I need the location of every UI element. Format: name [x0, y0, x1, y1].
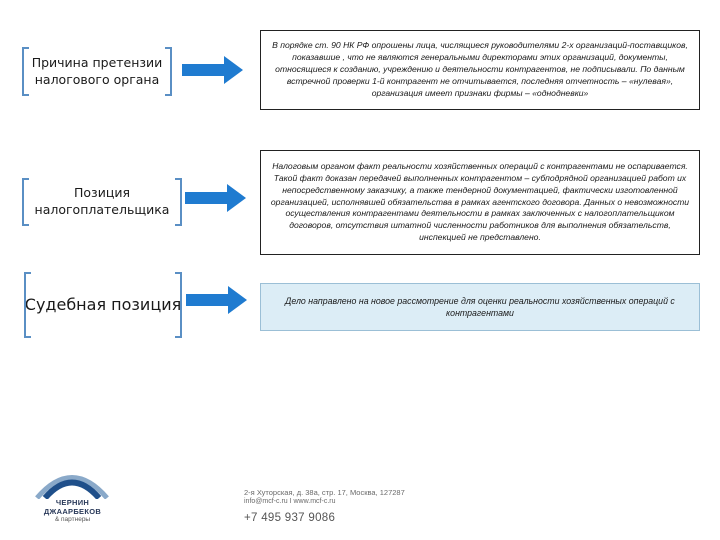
text-box-taxpayer	[260, 150, 700, 255]
label-taxpayer-position	[22, 178, 182, 226]
footer-address: 2-я Хуторская, д. 38а, стр. 17, Москва, 127287	[244, 488, 405, 497]
logo-arch-icon	[33, 465, 111, 499]
company-logo	[30, 465, 115, 525]
text-box-content: Дело направлено на новое рассмотрение для оценки реальности хозяйственных операций с контрагентами	[285, 295, 675, 318]
logo-text-1: ЧЕРНИН	[55, 498, 90, 507]
bracket-right	[175, 178, 182, 226]
label-text: Причина претензии налогового органа	[31, 54, 163, 87]
logo-text-3: & партнеры	[54, 516, 91, 523]
arrow-right-icon	[186, 285, 248, 315]
text-box-content: Налоговым органом факт реальности хозяйственных операций с контрагентами не оспаривается. Такой факт доказан передачей выполненных контрагентом – субподрядной организацией работ их непосредственному заказчику, а также тендерной документацией, фактически изготовленной организацией, исполнявшей обязательства в рамках агентского договора. Данных о невозможности осуществления контрагентами деятельности в рамках заключенных с налогоплательщиком договоров, отсутствия штатной численности работников для выполнения обязательств, инспекцией не представлено.	[270, 160, 690, 243]
text-box-claim	[260, 30, 700, 110]
text-box-content: В порядке ст. 90 НК РФ опрошены лица, числящиеся руководителями 2-х организаций-поставщиков, показавшие , что не являются генеральными директорами этих организаций, документы, относящиеся к созданию, учреждению и деятельности контрагентов, не подписывали. По данным встречной проверки 1-й контрагент не отчитывается, последняя отчетность – «нулевая», организация имеет признаки фирмы – «однодневки»	[272, 40, 688, 98]
label-tax-authority-claim	[22, 47, 172, 96]
arrow-right-icon	[182, 55, 244, 85]
footer-email[interactable]: info@mcf-c.ru I www.mcf-c.ru	[244, 498, 336, 505]
bracket-left	[22, 47, 29, 96]
label-text: Позиция налогоплательщика	[34, 185, 170, 217]
arrow-right-icon	[185, 183, 247, 213]
logo-text-2: ДЖААРБЕКОВ	[43, 507, 102, 516]
text-box-court	[260, 283, 700, 331]
label-text: Судебная позиция	[24, 295, 182, 315]
footer-contacts	[244, 488, 405, 524]
label-court-position	[24, 272, 182, 338]
footer-phone[interactable]: +7 495 937 9086	[244, 512, 336, 525]
bracket-right	[175, 272, 182, 338]
bracket-left	[22, 178, 29, 226]
bracket-left	[24, 272, 31, 338]
bracket-right	[165, 47, 172, 96]
